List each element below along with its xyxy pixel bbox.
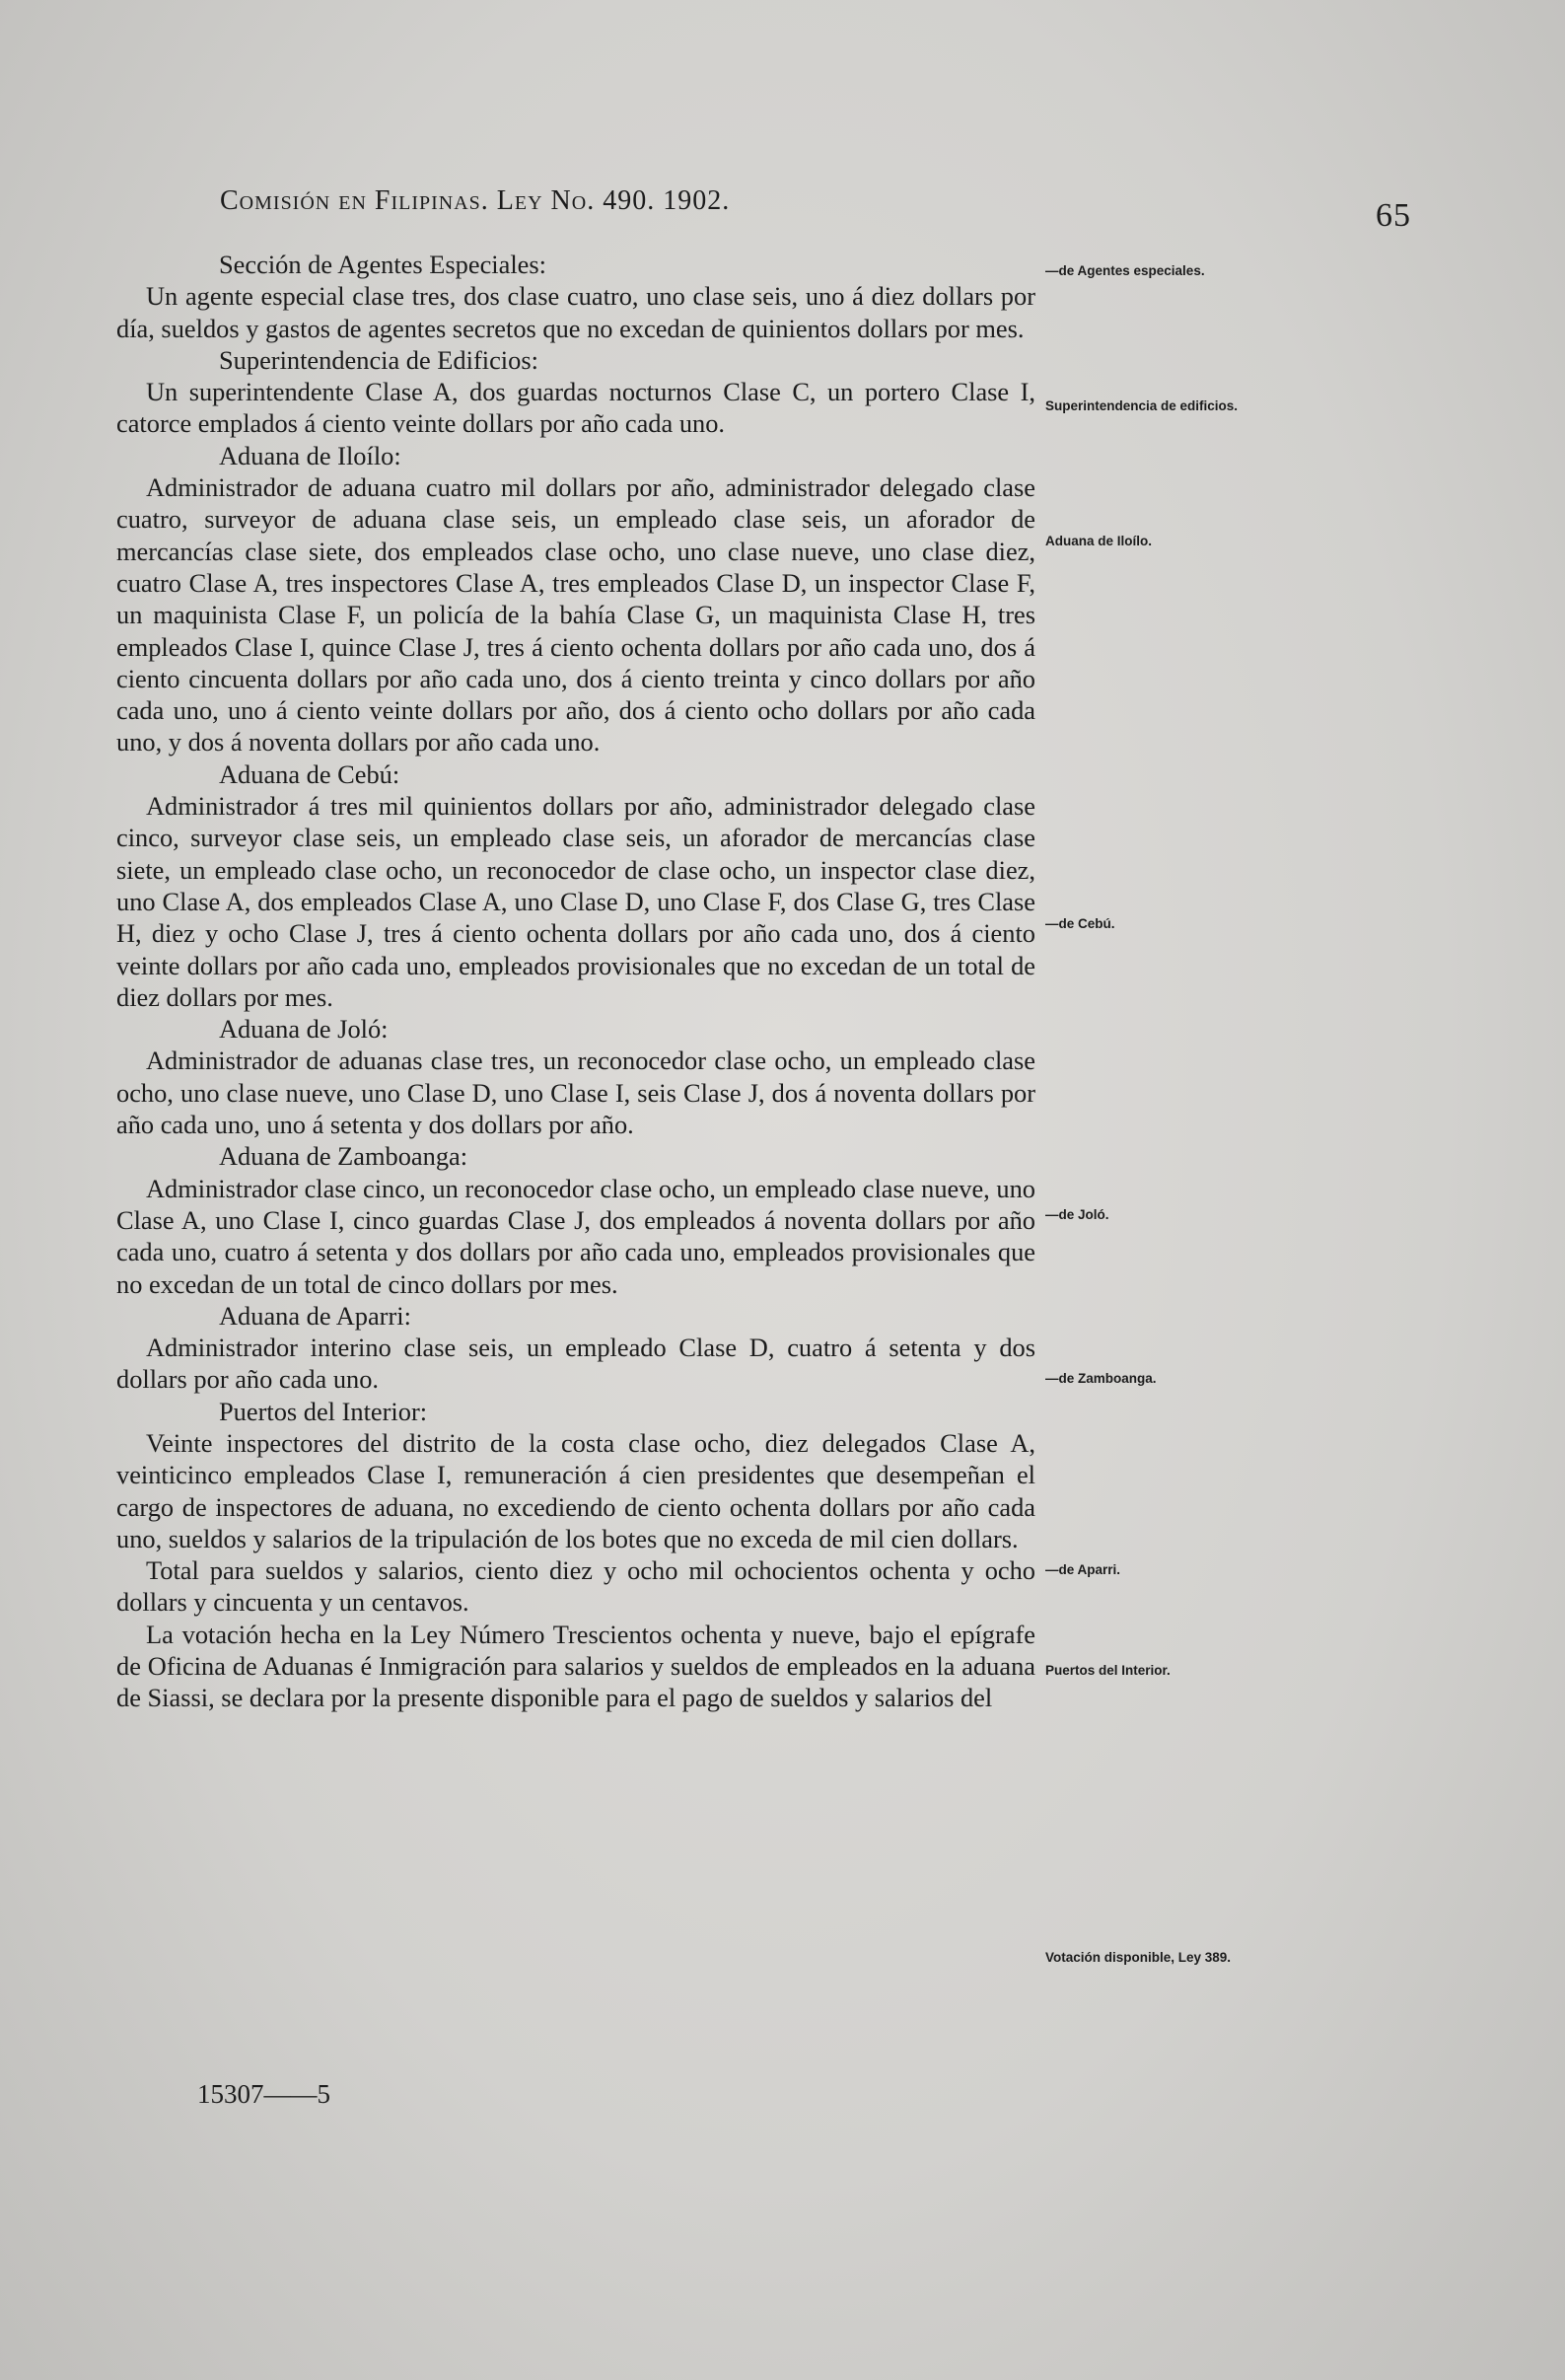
section-puertos-interior bbox=[116, 1396, 1035, 1554]
margin-note-votacion: Votación disponible, Ley 389. bbox=[1045, 1950, 1232, 1965]
margin-note-cebu: —de Cebú. bbox=[1045, 916, 1115, 931]
margin-note-jolo: —de Joló. bbox=[1045, 1207, 1109, 1222]
margin-note-iloilo: Aduana de Iloílo. bbox=[1045, 534, 1153, 548]
section-heading: Puertos del Interior: bbox=[219, 1396, 428, 1426]
margin-note-puertos: Puertos del Interior. bbox=[1045, 1663, 1171, 1678]
section-aduana-cebu bbox=[116, 758, 1035, 1013]
section-paragraph: Un superintendente Clase A, dos guardas nocturnos Clase C, un portero Clase I, catorce emplados á ciento veinte dollars por año cada uno. bbox=[116, 377, 1035, 439]
section-heading: Aduana de Zamboanga: bbox=[219, 1141, 468, 1172]
margin-note-edificios: Superintendencia de edificios. bbox=[1045, 398, 1239, 413]
section-heading: Aduana de Cebú: bbox=[219, 758, 400, 789]
page-number: 65 bbox=[1376, 197, 1411, 234]
section-paragraph: Administrador de aduana cuatro mil dollars por año, administrador delegado clase cuatro, surveyor de aduana clase seis, un empleado clase seis, un aforador de mercancías clase siete, dos empleados clase ocho, uno clase nueve, uno clase diez, cuatro Clase A, tres inspectores Clase A, tres empleados Clase D, un inspector Clase F, un maquinista Clase F, un policía de la bahía Clase G, un maquinista Clase H, tres empleados Clase I, quince Clase J, tres á ciento ochenta dollars por año cada uno, dos á ciento cincuenta dollars por año cada uno, dos á ciento treinta y cinco dollars por año cada uno, uno á ciento veinte dollars por año, dos á ciento ocho dollars por año cada uno, y dos á noventa dollars por año cada uno. bbox=[116, 472, 1035, 757]
section-paragraph: Administrador interino clase seis, un empleado Clase D, cuatro á setenta y dos dollars por año cada uno. bbox=[116, 1333, 1035, 1395]
section-paragraph: Administrador de aduanas clase tres, un reconocedor clase ocho, un empleado clase ocho, uno clase nueve, uno Clase D, uno Clase I, seis Clase J, dos á noventa dollars por año cada uno, uno á setenta y dos dollars por año. bbox=[116, 1046, 1035, 1140]
closing-paragraph: La votación hecha en la Ley Número Trescientos ochenta y nueve, bajo el epígrafe de Oficina de Aduanas é Inmigración para salarios y sueldos de empleados en la aduana de Siassi, se declara por la presente disponible para el pago de sueldos y salarios del bbox=[116, 1619, 1035, 1713]
main-text-column bbox=[116, 249, 1035, 1714]
section-aduana-iloilo bbox=[116, 440, 1035, 758]
section-heading: Superintendencia de Edificios: bbox=[219, 344, 538, 375]
section-paragraph: Un agente especial clase tres, dos clase cuatro, uno clase seis, uno á diez dollars por día, sueldos y gastos de agentes secretos que no excedan de quinientos dollars por mes. bbox=[116, 281, 1035, 343]
section-superintendencia-edificios bbox=[116, 344, 1035, 440]
section-heading: Aduana de Joló: bbox=[219, 1014, 389, 1045]
section-paragraph: Administrador á tres mil quinientos dollars por año, administrador delegado clase cinco, surveyor clase seis, un empleado clase seis, un aforador de mercancías clase siete, un empleado clase ocho, un reconocedor de clase ocho, un inspector clase diez, uno Clase A, dos empleados Clase A, uno Clase D, uno Clase F, dos Clase G, tres Clase H, diez y ocho Clase J, tres á ciento ochenta dollars por año cada uno, dos á ciento veinte dollars por año cada uno, empleados provisionales que no excedan de un total de diez dollars por mes. bbox=[116, 791, 1035, 1012]
section-paragraph: Veinte inspectores del distrito de la costa clase ocho, diez delegados Clase A, veinticinco empleados Clase I, remuneración á cien presidentes que desempeñan el cargo de inspectores de aduana, no excediendo de ciento ochenta dollars por año cada uno, sueldos y salarios de la tripulación de los botes que no exceda de mil cien dollars. bbox=[116, 1427, 1035, 1553]
section-agentes-especiales bbox=[116, 249, 1035, 344]
section-heading: Sección de Agentes Especiales: bbox=[219, 250, 546, 279]
section-aduana-zamboanga bbox=[116, 1140, 1035, 1299]
margin-note-aparri: —de Aparri. bbox=[1045, 1562, 1121, 1577]
section-heading: Aduana de Aparri: bbox=[219, 1300, 411, 1331]
section-paragraph: Administrador clase cinco, un reconocedor clase ocho, un empleado clase nueve, uno Clase A, uno Clase I, cinco guardas Clase J, dos empleados á noventa dollars por año cada uno, cuatro á setenta y dos dollars por año cada uno, empleados provisionales que no excedan de un total de cinco dollars por mes. bbox=[116, 1173, 1035, 1299]
section-aduana-jolo bbox=[116, 1013, 1035, 1140]
section-heading: Aduana de Iloílo: bbox=[219, 440, 401, 470]
running-header bbox=[220, 178, 1411, 234]
signature-mark: 15307——5 bbox=[197, 2079, 330, 2109]
section-aduana-aparri bbox=[116, 1300, 1035, 1396]
margin-note-agentes: —de Agentes especiales. bbox=[1045, 263, 1205, 278]
running-title: Comisión en Filipinas. Ley No. 490. 1902. bbox=[220, 185, 731, 216]
margin-note-zamboanga: —de Zamboanga. bbox=[1045, 1371, 1157, 1386]
total-paragraph: Total para sueldos y salarios, ciento diez y ocho mil ochocientos ochenta y ocho dollars y cincuenta y un centavos. bbox=[116, 1555, 1035, 1618]
